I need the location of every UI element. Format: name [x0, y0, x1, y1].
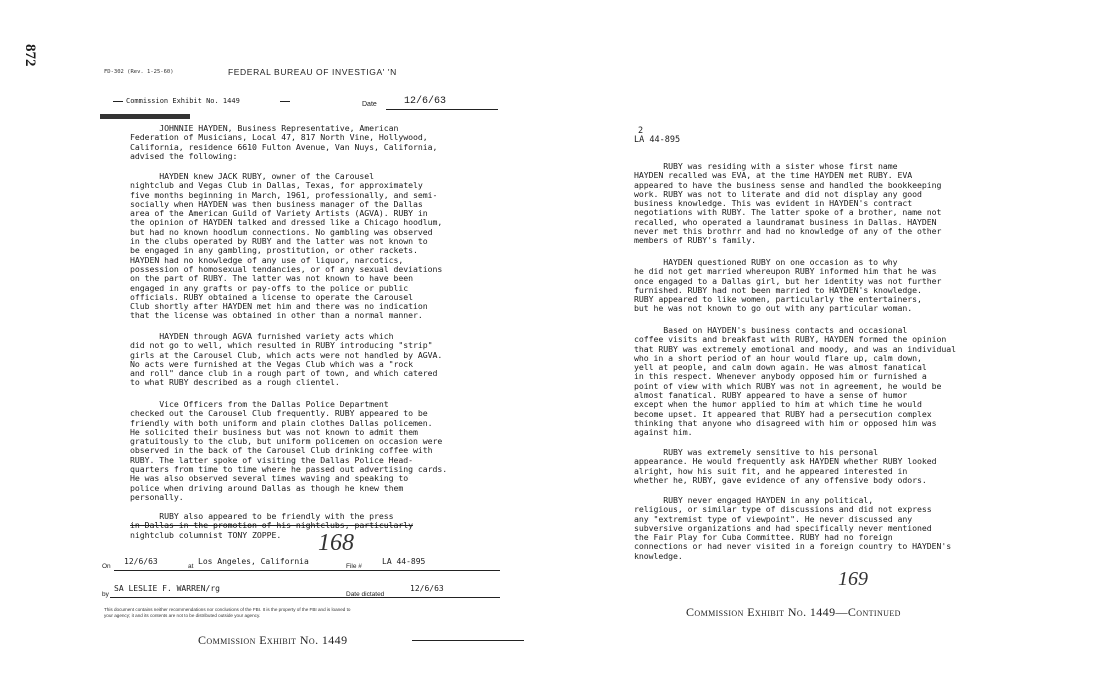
date-dictated: 12/6/63 [410, 584, 444, 593]
right-paragraph-4: RUBY was extremely sensitive to his personal appearance. He would frequently ask HAYDEN whether RUBY looked alright, how his suit fit, and he appeared interested in whether he, RUBY, gave evidence of any offensive body odors. [634, 447, 937, 485]
right-paragraph-5: RUBY never engaged HAYDEN in any political, religious, or similar type of discussions and did not express any "extremist type of viewpoint". He never discussed any subversive organizations and had specifically never mentioned the Fair Play for Cuba Committee. RUBY had no foreign connections or had never visited in a foreign country to HAYDEN's knowledge. [634, 495, 952, 561]
date-value: 12/6/63 [404, 96, 447, 107]
at-label: at [188, 563, 194, 570]
on-row-underline [114, 570, 500, 571]
left-paragraph-5-line2: in Dallas in the promotion of his nightclubs, particularly [130, 520, 413, 530]
exhibit-label-line [110, 97, 293, 105]
side-page-number: 872 [22, 44, 38, 67]
fbi-disclaimer: This document contains neither recommendations nor conclusions of the FBI. It is the property of the FBI and is loaned to your agency; it and its contents are not to be distributed outside your agency. [104, 607, 351, 618]
caption-right-text: Commission Exhibit No. 1449—Continued [686, 605, 901, 619]
file-label: File # [346, 563, 362, 570]
left-paragraph-3: HAYDEN through AGVA furnished variety acts which did not go to well, which resulted in RUBY introducing "strip" girls at the Carousel Club, which acts were not handled by AGVA. No acts were furnished at the Vegas Club which was a "rock and roll" dance club in a rough part of town, and which catered to what RUBY described as a rough clientel. [130, 331, 443, 388]
agency-header: FEDERAL BUREAU OF INVESTIGA' 'N [228, 67, 397, 77]
right-paragraph-1: RUBY was residing with a sister whose first name HAYDEN recalled was EVA, at the time HAYDEN met RUBY. EVA appeared to have the business sense and handled the bookkeeping work. RUBY was not to literate and did not display any good business knowledge. This was evident in HAYDEN's contract negotiations with RUBY. The latter spoke of a brother, name not recalled, who operated a laundramat business in Dallas. HAYDEN never met this brothrr and had no knowledge of any of the other members of RUBY's family. [634, 161, 942, 246]
caption-left-rule [412, 640, 524, 641]
interview-date: 12/6/63 [124, 557, 158, 566]
right-paragraph-2: HAYDEN questioned RUBY on one occasion as to why he did not get married whereupon RUBY informed him that he was once engaged to a Dallas girl, but her identity was not further furnished. RUBY had not been married to HAYDEN's knowledge. RUBY appeared to like women, particularly the entertainers, but he was not known to go out with any particular woman. [634, 257, 942, 314]
handwritten-page-number-right: 169 [838, 568, 868, 590]
caption-right [686, 605, 901, 620]
left-paragraph-1: JOHNNIE HAYDEN, Business Representative, American Federation of Musicians, Local 47, 817 North Vine, Hollywood, California, residence 6610 Fulton Avenue, Van Nuys, California, advised the following: [130, 123, 438, 161]
date-dictated-label: Date dictated [346, 591, 385, 598]
left-paragraph-4: Vice Officers from the Dallas Police Department checked out the Carousel Club frequently. RUBY appeared to be friendly with both uniform and plain clothes Dallas policemen. He solicited their business but was not known to admit them gratuitously to the club, but uniform policemen on occasion were observed in the back of the Carousel Club drinking coffee with RUBY. The latter spoke of visiting the Dallas Police Head- quarters from time to time where he passed out advertising cards. He was also observed several times waving and speaking to police when driving around Dallas as though he knew them personally. [130, 399, 448, 502]
by-row-underline [110, 597, 500, 598]
right-file-ref: LA 44-895 [634, 135, 681, 145]
left-paragraph-5-line1: RUBY also appeared to be friendly with the press [130, 511, 394, 521]
handwritten-page-number-left: 168 [318, 530, 354, 556]
interview-location: Los Angeles, California [198, 557, 309, 566]
right-page-number: 2 [638, 126, 644, 136]
left-paragraph-5-line3: nightclub columnist TONY ZOPPE. [130, 530, 282, 540]
on-label: On [102, 563, 111, 570]
by-label: by [102, 591, 109, 598]
redaction-bar [100, 114, 190, 119]
caption-left-text: Commission Exhibit No. 1449 [198, 633, 348, 647]
exhibit-label: Commission Exhibit No. 1449 [126, 97, 240, 105]
caption-left [198, 633, 347, 648]
date-underline [386, 109, 498, 110]
date-label: Date [362, 101, 377, 108]
left-paragraph-2: HAYDEN knew JACK RUBY, owner of the Carousel nightclub and Vegas Club in Dallas, Texas, for approximately five months beginning in March, 1961, professionally, and semi- socially when HAYDEN was then business manager of the Dallas area of the American Guild of Variety Artists (AGVA). RUBY in the opinion of HAYDEN talked and dressed like a Chicago hoodlum, but had no known hoodlum connections. No gambling was observed in the clubs operated by RUBY and the latter was not known to be engaged in any gambling, prostitution, or other rackets. HAYDEN had no knowledge of any use of liquor, narcotics, possession of homosexual tendancies, or of any sexual deviations on the part of RUBY. The latter was not known to have been engaged in any grafts or pay-offs to the police or public officials. RUBY obtained a license to operate the Carousel Club shortly after HAYDEN met him and there was no indication that the license was obtained in other than a normal manner. [130, 171, 443, 321]
file-number: LA 44-895 [382, 557, 426, 566]
form-number: FD-302 (Rev. 1-25-60) [104, 69, 174, 75]
right-paragraph-3: Based on HAYDEN's business contacts and occasional coffee visits and breakfast with RUBY, HAYDEN formed the opinion that RUBY was extremely emotional and moody, and was an individual who in a short period of an hour would flare up, calm down, yell at people, and calm down again. He was almost fanatical in this respect. Whenever anybody opposed him or furnished a point of view with which RUBY was not in agreement, he would be almost fanatical. RUBY appeared to have a sense of humor except when the humor applied to him at which time he would become upset. It appeared that RUBY had a persecution complex thinking that anyone who disagreed with him or opposed him was against him. [634, 325, 957, 438]
agent-name: SA LESLIE F. WARREN/rg [114, 584, 220, 593]
